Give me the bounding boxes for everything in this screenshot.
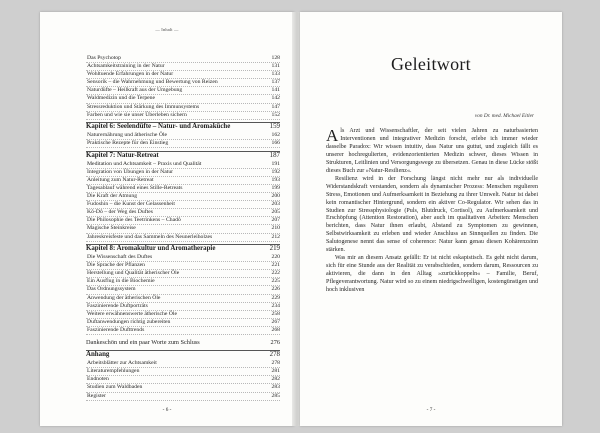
toc-chapter <box>86 244 280 254</box>
toc-chapter <box>86 339 280 348</box>
paragraph: Was mir an diesem Ansatz gefällt: Er ist nicht eskapistisch. Es geht nicht darum, sich für eine Stunde aus der Realität zu verabschieden, sondern darum, Ressourcen zu aktivieren, die dann in den Alltag »zurückkoppeln« – Familie, Beruf, Pflegeverantwortung. Natur wird so zu einem niedrigschwelligen, kostengünstigen und hoch inklusiven <box>326 255 538 294</box>
toc-entry <box>86 376 280 384</box>
paragraph <box>326 128 538 176</box>
toc-entry-title: Anhang <box>86 351 110 359</box>
toc-entry <box>86 87 280 95</box>
toc-entry <box>86 140 280 148</box>
toc-entry <box>86 169 280 177</box>
toc-entry <box>86 71 280 79</box>
toc-entry-title: Waldmedizin und die Terpene <box>87 95 156 102</box>
toc-entry-page: 278 <box>269 351 280 359</box>
toc-entry-title: Sensorik – die Wahrnehmung und Bewertung von Reizen <box>87 79 218 86</box>
toc-entry-title: Das Psychotop <box>87 55 121 61</box>
toc-entry <box>86 225 280 233</box>
toc-entry <box>86 234 280 242</box>
toc-entry-title: Kapitel 6: Seelendüfte – Natur- und Aromaküche <box>86 123 231 131</box>
toc-entry-page: 225 <box>271 278 280 285</box>
page-number-right: - 7 - <box>426 407 436 413</box>
toc-entry <box>86 319 280 327</box>
toc-entry <box>86 295 280 303</box>
toc-entry-title: Achtsamkeitstraining in der Natur <box>87 63 165 70</box>
toc-entry <box>86 112 280 120</box>
toc-entry <box>86 161 280 169</box>
running-head: — Inhalt — <box>155 27 179 32</box>
toc-chapter <box>86 151 280 161</box>
toc-entry-title: Anleitung zum Natur-Retreat <box>87 176 154 183</box>
toc-entry-page: 258 <box>271 310 280 317</box>
toc-entry-title: Die Kraft der Atmung <box>87 193 138 200</box>
toc-entry-title: Tagesablauf während eines Stille-Retreats <box>87 185 183 191</box>
left-page <box>40 12 294 426</box>
toc-entry-page: 131 <box>271 63 280 70</box>
toc-entry <box>86 95 280 103</box>
toc-entry-title: Praktische Rezepte für den Einstieg <box>87 140 169 147</box>
toc-entry-page: 137 <box>271 79 280 86</box>
toc-entry-page: 142 <box>271 95 280 102</box>
toc-entry-page: 133 <box>271 71 280 78</box>
toc-entry-page: 267 <box>271 318 280 325</box>
toc-entry-page: 199 <box>271 185 280 191</box>
toc-entry-title: Die Philosophie des Teetrinkens – Chadô <box>87 217 181 224</box>
toc-entry-title: Faszinierende Duftporträts <box>87 302 148 309</box>
toc-entry-page: 229 <box>271 294 280 301</box>
toc-entry <box>86 209 280 217</box>
page-title: Geleitwort <box>391 54 471 74</box>
toc-entry-title: Meditation und Achtsamkeit – Praxis und Qualität <box>87 160 202 167</box>
toc-entry <box>86 278 280 286</box>
toc-entry-page: 210 <box>271 225 280 232</box>
toc-entry <box>86 193 280 201</box>
toc-entry-title: Die Wissenschaft des Duftes <box>87 254 153 261</box>
toc-chapter <box>86 122 280 132</box>
toc-entry-page: 221 <box>271 262 280 269</box>
toc-entry-page: 166 <box>271 140 280 147</box>
toc-entry-page: 281 <box>271 368 280 375</box>
toc-entry-page: 141 <box>271 87 280 94</box>
toc-entry-title: Integration von Übungen in der Natur <box>87 168 174 175</box>
toc-entry-title: Kapitel 7: Natur-Retreat <box>86 151 159 159</box>
toc-entry-title: Anwendung der ätherischen Öle <box>87 294 161 301</box>
toc-entry-title: Fudoshin – die Kunst der Gelassenheit <box>87 201 175 208</box>
toc-entry-title: Endnoten <box>87 376 109 383</box>
toc-entry-title: Das Ordnungssystem <box>87 286 136 293</box>
toc-entry <box>86 254 280 262</box>
toc-entry-page: 207 <box>271 217 280 224</box>
toc-entry-title: Farben und wie sie unser Überleben sichern <box>87 111 187 118</box>
toc-entry <box>86 217 280 225</box>
toc-entry-page: 220 <box>271 254 280 261</box>
toc-entry-title: Stressreduktion und Stärkung des Immunsystems <box>87 103 200 110</box>
toc-entry <box>86 393 280 401</box>
toc-entry <box>86 286 280 294</box>
toc-entry-page: 212 <box>271 233 280 240</box>
paragraph: Resilienz wird in der Forschung längst nicht mehr nur als individuelle Widerstandskraft verstanden, sondern als dynamischer Prozess: Menschen regulieren Stress, Emotionen und Aufmerksamkeit in Beziehung zu ihrer Umwelt. Natur ist dabei kein romantischer Hintergrund, sondern ein aktiver Co-Regulator. Wir sehen das in Studien zur Stressphysiologie (Puls, Blutdruck, Cortisol), zu Aufmerksamkeit und Erschöpfung (Attention Restoration), aber auch im qualitativen Arbeiten: Menschen berichten, dass Natur ihnen erlaubt, Abstand zu Symptomen zu gewinnen, Selbstwirksamkeit zu erleben und wieder Anschluss an Sinnquellen zu finden. Die Salutogenese nennt das sense of coherence: Natur kann genau diesen Kohärenzsinn stärken. <box>326 175 538 254</box>
toc-entry-page: 187 <box>269 151 280 159</box>
toc-entry-title: Naturernährung und ätherische Öle <box>87 132 168 139</box>
toc-entry <box>86 384 280 392</box>
toc-entry <box>86 185 280 193</box>
toc-chapter <box>86 350 280 360</box>
toc-entry <box>86 177 280 185</box>
toc-entry-page: 282 <box>271 376 280 383</box>
toc-entry-title: Dankeschön und ein paar Worte zum Schluss <box>86 338 200 346</box>
toc-entry <box>86 327 280 335</box>
toc-entry-page: 222 <box>271 270 280 277</box>
toc-entry-title: Studien zum Waldbaden <box>87 384 143 391</box>
toc-entry-title: Arbeitsblätter zur Achtsamkeit <box>87 360 157 367</box>
paragraph-text: ls Arzt und Wissenschaftler, der seit vielen Jahren zu naturbasierten Interventionen und integrativer Medizin forscht, erlebe ich immer wieder dasselbe Paradox: Wir wissen intuitiv, dass Natur uns guttut, und zugleich fällt es unserer hochregulierten, evidenzorientierten Medizin schwer, dieses Wissen in Strukturen, Leitlinien und Versorgungswege zu übersetzen. Genau in diese Lücke stößt dieses Buch zur »Natur-Resilienz«. <box>326 128 538 174</box>
toc-entry <box>86 55 280 63</box>
toc-entry-page: 193 <box>271 176 280 183</box>
toc-entry-title: Naturdüfte – Heilkraft aus der Umgebung <box>87 87 183 94</box>
toc-entry-title: Weitere erwähnenswerte ätherische Öle <box>87 310 178 317</box>
body-text <box>326 128 538 295</box>
byline: von Dr. med. Michael Eitler <box>474 113 534 119</box>
toc-entry-page: 192 <box>271 168 280 175</box>
toc-entry-title: Faszinierende Dufttrends <box>87 326 145 333</box>
toc-entry-page: 128 <box>271 55 280 61</box>
toc-entry-title: Jahreskreisfeste und das Sammeln des Neunerleiholzes <box>87 233 213 240</box>
toc-entry <box>86 368 280 376</box>
toc-entry-page: 159 <box>269 123 280 131</box>
toc-entry-page: 268 <box>271 326 280 333</box>
toc-entry-title: Wohltuende Erfahrungen in der Natur <box>87 71 174 78</box>
toc-entry-title: Literaturempfehlungen <box>87 368 140 375</box>
toc-entry-page: 152 <box>271 111 280 118</box>
toc-entry-title: Register <box>87 392 106 399</box>
right-page <box>300 12 562 426</box>
toc-entry-page: 226 <box>271 286 280 293</box>
toc-entry-page: 283 <box>271 384 280 391</box>
toc-entry-page: 285 <box>271 392 280 399</box>
toc-entry-page: 162 <box>271 132 280 139</box>
toc-entry <box>86 104 280 112</box>
toc-entry-page: 219 <box>269 245 280 253</box>
toc-entry-page: 278 <box>271 360 280 367</box>
toc-entry-title: Duftanwendungen richtig zubereiten <box>87 318 171 325</box>
toc-entry-page: 205 <box>271 209 280 216</box>
toc-entry-page: 234 <box>271 302 280 309</box>
toc-entry-page: 191 <box>271 160 280 167</box>
toc-entry-page: 203 <box>271 201 280 208</box>
toc-entry-title: Ein Ausflug in die Biochemie <box>87 278 155 285</box>
toc-entry <box>86 311 280 319</box>
toc-entry-title: Magische Steinkreise <box>87 225 136 232</box>
toc-entry-page: 200 <box>271 193 280 200</box>
drop-cap: A <box>326 126 339 145</box>
toc-entry-title: Herstellung und Qualität ätherischer Öle <box>87 270 180 277</box>
table-of-contents <box>86 55 280 401</box>
toc-entry <box>86 63 280 71</box>
toc-entry-title: Die Sprache der Pflanzen <box>87 262 145 269</box>
page-number-left: - 6 - <box>162 407 172 413</box>
toc-entry-title: Kô-Dô – der Weg des Duftes <box>87 209 153 216</box>
toc-entry-title: Kapitel 8: Aromakultur und Aromatherapie <box>86 245 216 253</box>
toc-entry-page: 276 <box>270 338 280 346</box>
toc-entry-page: 147 <box>271 103 280 110</box>
toc-entry <box>86 303 280 311</box>
